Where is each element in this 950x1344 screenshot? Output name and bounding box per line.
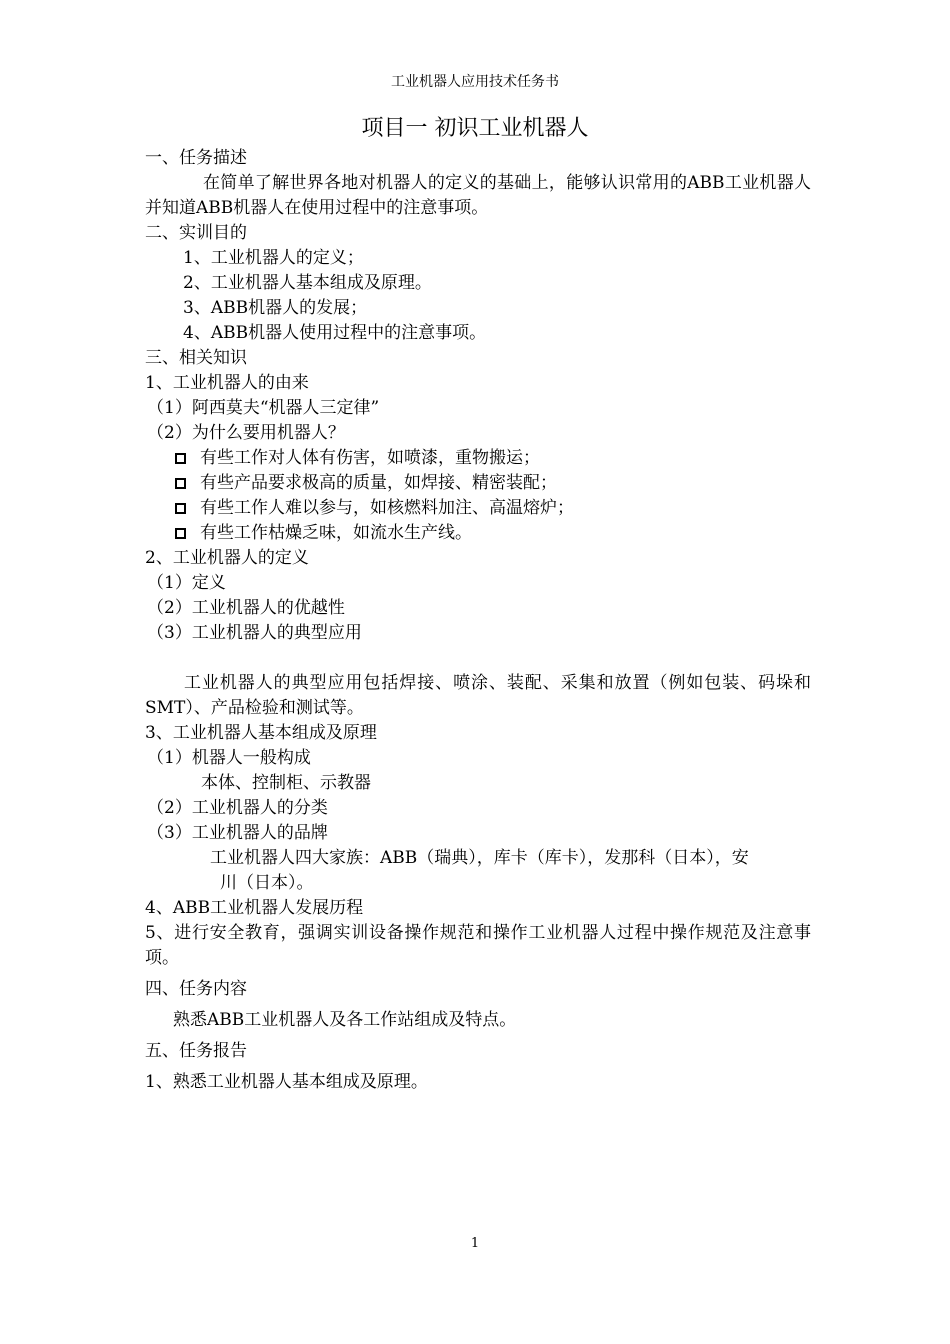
brand-text-line: 工业机器人四大家族：ABB（瑞典），库卡（库卡），发那科（日本），安: [210, 848, 749, 868]
bullet-item: 有些工作对人体有伤害，如喷漆，重物搬运；: [145, 446, 811, 471]
typical-application-paragraph: 工业机器人的典型应用包括焊接、喷涂、装配、采集和放置（例如包装、码垛和SMT）、产品检验和测试等。: [145, 673, 811, 718]
list-item: 2、工业机器人基本组成及原理。: [183, 273, 432, 293]
task-description-paragraph: 在简单了解世界各地对机器人的定义的基础上，能够认识常用的ABB工业机器人并知道ABB机器人在使用过程中的注意事项。: [145, 173, 811, 218]
section-heading: 一、任务描述: [145, 148, 247, 168]
sub-item: （1）定义: [147, 573, 226, 593]
sub-item: （3）工业机器人的典型应用: [147, 623, 362, 643]
sub-item: （1）阿西莫夫“机器人三定律”: [147, 398, 380, 418]
subsection-heading: 4、ABB工业机器人发展历程: [145, 898, 364, 918]
subsection-heading: 2、工业机器人的定义: [145, 548, 309, 568]
running-header: 工业机器人应用技术任务书: [391, 74, 559, 90]
report-item: 1、熟悉工业机器人基本组成及原理。: [145, 1072, 428, 1092]
task-content-body: 熟悉ABB工业机器人及各工作站组成及特点。: [173, 1010, 517, 1030]
section-heading: 五、任务报告: [145, 1041, 247, 1061]
section-heading: 四、任务内容: [145, 979, 247, 999]
document-body: [145, 146, 811, 1095]
checkbox-bullet-icon: [175, 453, 186, 464]
list-item: 1、工业机器人的定义；: [183, 248, 364, 268]
bullet-item: 有些工作枯燥乏味，如流水生产线。: [145, 521, 811, 546]
checkbox-bullet-icon: [175, 478, 186, 489]
list-item: 3、ABB机器人的发展；: [183, 298, 368, 318]
sub-item-body: 本体、控制柜、示教器: [201, 773, 371, 793]
sub-item: （1）机器人一般构成: [147, 748, 311, 768]
page-title: 项目一 初识工业机器人: [361, 116, 589, 141]
bullet-item: 有些工作人难以参与，如核燃料加注、高温熔炉；: [145, 496, 811, 521]
checkbox-bullet-icon: [175, 528, 186, 539]
section-heading: 二、实训目的: [145, 223, 247, 243]
list-item: 4、ABB机器人使用过程中的注意事项。: [183, 323, 487, 343]
checkbox-bullet-icon: [175, 503, 186, 514]
safety-education-paragraph: 5、进行安全教育，强调实训设备操作规范和操作工业机器人过程中操作规范及注意事项。: [145, 923, 811, 968]
page-number: 1: [470, 1236, 480, 1251]
subsection-heading: 3、工业机器人基本组成及原理: [145, 723, 377, 743]
subsection-heading: 1、工业机器人的由来: [145, 373, 309, 393]
sub-item: （3）工业机器人的品牌: [147, 823, 328, 843]
sub-item: （2）工业机器人的分类: [147, 798, 328, 818]
section-heading: 三、相关知识: [145, 348, 247, 368]
sub-item: （2）工业机器人的优越性: [147, 598, 345, 618]
sub-item: （2）为什么要用机器人？: [147, 423, 345, 443]
bullet-item: 有些产品要求极高的质量，如焊接、精密装配；: [145, 471, 811, 496]
brand-text-line: 川（日本）。: [220, 873, 314, 893]
